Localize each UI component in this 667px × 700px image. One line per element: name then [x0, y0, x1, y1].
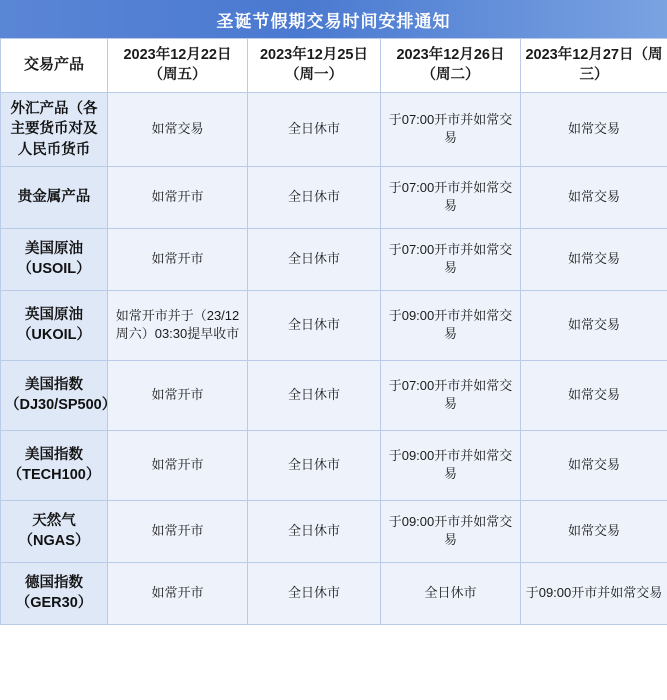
row-label-precious-metals: 贵金属产品	[1, 166, 108, 228]
cell-forex-1222: 如常交易	[108, 93, 248, 167]
row-label-us-index-dj30-sp500: 美国指数（DJ30/SP500）	[1, 360, 108, 430]
column-header-date-2: 2023年12月25日（周一）	[248, 39, 381, 93]
row-label-ukoil: 英国原油（UKOIL）	[1, 290, 108, 360]
cell-ger30-1226: 全日休市	[381, 562, 521, 624]
table-row	[1, 228, 667, 290]
cell-usindex-1225: 全日休市	[248, 360, 381, 430]
cell-forex-1225: 全日休市	[248, 93, 381, 167]
column-header-product: 交易产品	[1, 39, 108, 93]
table-header-row	[1, 39, 667, 93]
cell-metals-1226: 于07:00开市并如常交易	[381, 166, 521, 228]
cell-metals-1225: 全日休市	[248, 166, 381, 228]
column-header-date-4: 2023年12月27日（周三）	[521, 39, 667, 93]
cell-tech100-1225: 全日休市	[248, 430, 381, 500]
cell-usoil-1227: 如常交易	[521, 228, 667, 290]
cell-forex-1227: 如常交易	[521, 93, 667, 167]
table-row	[1, 166, 667, 228]
cell-ngas-1222: 如常开市	[108, 500, 248, 562]
holiday-schedule-table	[0, 38, 667, 625]
cell-metals-1227: 如常交易	[521, 166, 667, 228]
cell-ngas-1227: 如常交易	[521, 500, 667, 562]
cell-usindex-1226: 于07:00开市并如常交易	[381, 360, 521, 430]
cell-tech100-1222: 如常开市	[108, 430, 248, 500]
table-row	[1, 562, 667, 624]
row-label-usoil: 美国原油（USOIL）	[1, 228, 108, 290]
cell-ngas-1226: 于09:00开市并如常交易	[381, 500, 521, 562]
table-row	[1, 430, 667, 500]
cell-ger30-1225: 全日休市	[248, 562, 381, 624]
cell-metals-1222: 如常开市	[108, 166, 248, 228]
cell-tech100-1227: 如常交易	[521, 430, 667, 500]
cell-usoil-1226: 于07:00开市并如常交易	[381, 228, 521, 290]
cell-ger30-1227: 于09:00开市并如常交易	[521, 562, 667, 624]
cell-usindex-1222: 如常开市	[108, 360, 248, 430]
cell-ngas-1225: 全日休市	[248, 500, 381, 562]
cell-usoil-1225: 全日休市	[248, 228, 381, 290]
table-row	[1, 93, 667, 167]
row-label-germany-index-ger30: 德国指数（GER30）	[1, 562, 108, 624]
cell-ukoil-1227: 如常交易	[521, 290, 667, 360]
page-title: 圣诞节假期交易时间安排通知	[0, 0, 667, 38]
cell-ukoil-1225: 全日休市	[248, 290, 381, 360]
row-label-us-index-tech100: 美国指数（TECH100）	[1, 430, 108, 500]
cell-tech100-1226: 于09:00开市并如常交易	[381, 430, 521, 500]
table-row	[1, 290, 667, 360]
cell-ger30-1222: 如常开市	[108, 562, 248, 624]
cell-forex-1226: 于07:00开市并如常交易	[381, 93, 521, 167]
table-row	[1, 360, 667, 430]
column-header-date-3: 2023年12月26日（周二）	[381, 39, 521, 93]
table-row	[1, 500, 667, 562]
row-label-natural-gas: 天然气（NGAS）	[1, 500, 108, 562]
cell-ukoil-1222: 如常开市并于（23/12周六）03:30提早收市	[108, 290, 248, 360]
column-header-date-1: 2023年12月22日（周五）	[108, 39, 248, 93]
cell-usoil-1222: 如常开市	[108, 228, 248, 290]
cell-ukoil-1226: 于09:00开市并如常交易	[381, 290, 521, 360]
cell-usindex-1227: 如常交易	[521, 360, 667, 430]
row-label-forex: 外汇产品（各主要货币对及人民币货币	[1, 93, 108, 167]
